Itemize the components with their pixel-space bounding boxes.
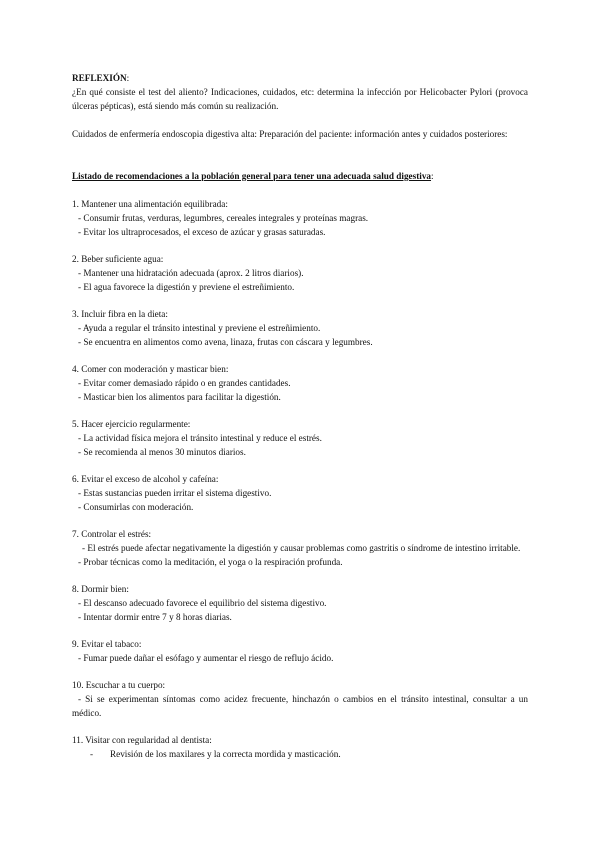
list-item bbox=[72, 472, 528, 514]
list-item bbox=[72, 582, 528, 624]
item-sub: - Se recomienda al menos 30 minutos diarios. bbox=[78, 447, 246, 457]
item-sub: - El agua favorece la digestión y previene el estreñimiento. bbox=[78, 282, 295, 292]
document-content bbox=[72, 71, 528, 774]
item-sub: - Estas sustancias pueden irritar el sistema digestivo. bbox=[78, 488, 272, 498]
list-item bbox=[72, 527, 528, 569]
reflexion-label: REFLEXIÓN bbox=[72, 73, 127, 83]
item-title: 7. Controlar el estrés: bbox=[72, 529, 152, 539]
list-item bbox=[72, 197, 528, 239]
list-item bbox=[72, 362, 528, 404]
item-sub: - Consumir frutas, verduras, legumbres, cereales integrales y proteínas magras. bbox=[78, 213, 369, 223]
item-title: 4. Comer con moderación y masticar bien: bbox=[72, 364, 229, 374]
list-item bbox=[72, 417, 528, 459]
item-title: 3. Incluir fibra en la dieta: bbox=[72, 309, 168, 319]
item-sub: - Fumar puede dañar el esófago y aumentar el riesgo de reflujo ácido. bbox=[78, 653, 334, 663]
dash-bullet: - bbox=[90, 749, 94, 759]
item-sub-text: Revisión de los maxilares y la correcta mordida y masticación. bbox=[110, 749, 341, 759]
list-item bbox=[72, 678, 528, 720]
item-title: 9. Evitar el tabaco: bbox=[72, 639, 142, 649]
list-item bbox=[72, 637, 528, 665]
item-sub: - Ayuda a regular el tránsito intestinal y previene el estreñimiento. bbox=[78, 323, 321, 333]
item-title: 2. Beber suficiente agua: bbox=[72, 254, 164, 264]
item-title: 8. Dormir bien: bbox=[72, 584, 129, 594]
reflexion-heading bbox=[72, 71, 528, 85]
item-sub bbox=[72, 747, 528, 761]
list-title bbox=[72, 169, 528, 183]
cuidados-paragraph: Cuidados de enfermería endoscopia digestiva alta: Preparación del paciente: información antes y cuidados posteriores: bbox=[72, 129, 508, 139]
item-sub: - Si se experimentan síntomas como acidez frecuente, hinchazón o cambios en el tránsito intestinal, consultar a un médico. bbox=[72, 694, 528, 718]
item-sub: - Consumirlas con moderación. bbox=[78, 502, 194, 512]
list-title-colon: : bbox=[431, 171, 434, 181]
item-sub: - El descanso adecuado favorece el equilibrio del sistema digestivo. bbox=[78, 598, 327, 608]
item-sub: - El estrés puede afectar negativamente la digestión y causar problemas como gastritis o síndrome de intestino irritable. bbox=[82, 543, 521, 553]
item-sub: - Masticar bien los alimentos para facilitar la digestión. bbox=[78, 392, 281, 402]
item-sub: - Evitar comer demasiado rápido o en grandes cantidades. bbox=[78, 378, 291, 388]
item-title: 10. Escuchar a tu cuerpo: bbox=[72, 680, 166, 690]
item-sub: - Mantener una hidratación adecuada (aprox. 2 litros diarios). bbox=[78, 268, 304, 278]
item-sub: - Se encuentra en alimentos como avena, linaza, frutas con cáscara y legumbres. bbox=[78, 337, 373, 347]
reflexion-colon: : bbox=[126, 73, 130, 83]
item-sub: - Probar técnicas como la meditación, el yoga o la respiración profunda. bbox=[78, 557, 343, 567]
item-sub: - Evitar los ultraprocesados, el exceso de azúcar y grasas saturadas. bbox=[78, 227, 326, 237]
item-sub: - Intentar dormir entre 7 y 8 horas diarias. bbox=[78, 612, 232, 622]
reflexion-question: ¿En qué consiste el test del aliento? Indicaciones, cuidados, etc: determina la infección por Helicobacter Pylori (provoca úlceras pépticas), está siendo más común su realización. bbox=[72, 87, 528, 111]
list-item bbox=[72, 252, 528, 294]
item-title: 5. Hacer ejercicio regularmente: bbox=[72, 419, 191, 429]
list-title-text: Listado de recomendaciones a la población general para tener una adecuada salud digestiva bbox=[72, 171, 432, 181]
item-sub: - La actividad física mejora el tránsito intestinal y reduce el estrés. bbox=[78, 433, 322, 443]
list-item bbox=[72, 307, 528, 349]
list-item bbox=[72, 733, 528, 761]
item-title: 11. Visitar con regularidad al dentista: bbox=[72, 735, 212, 745]
item-title: 1. Mantener una alimentación equilibrada: bbox=[72, 199, 228, 209]
item-title: 6. Evitar el exceso de alcohol y cafeína: bbox=[72, 474, 219, 484]
